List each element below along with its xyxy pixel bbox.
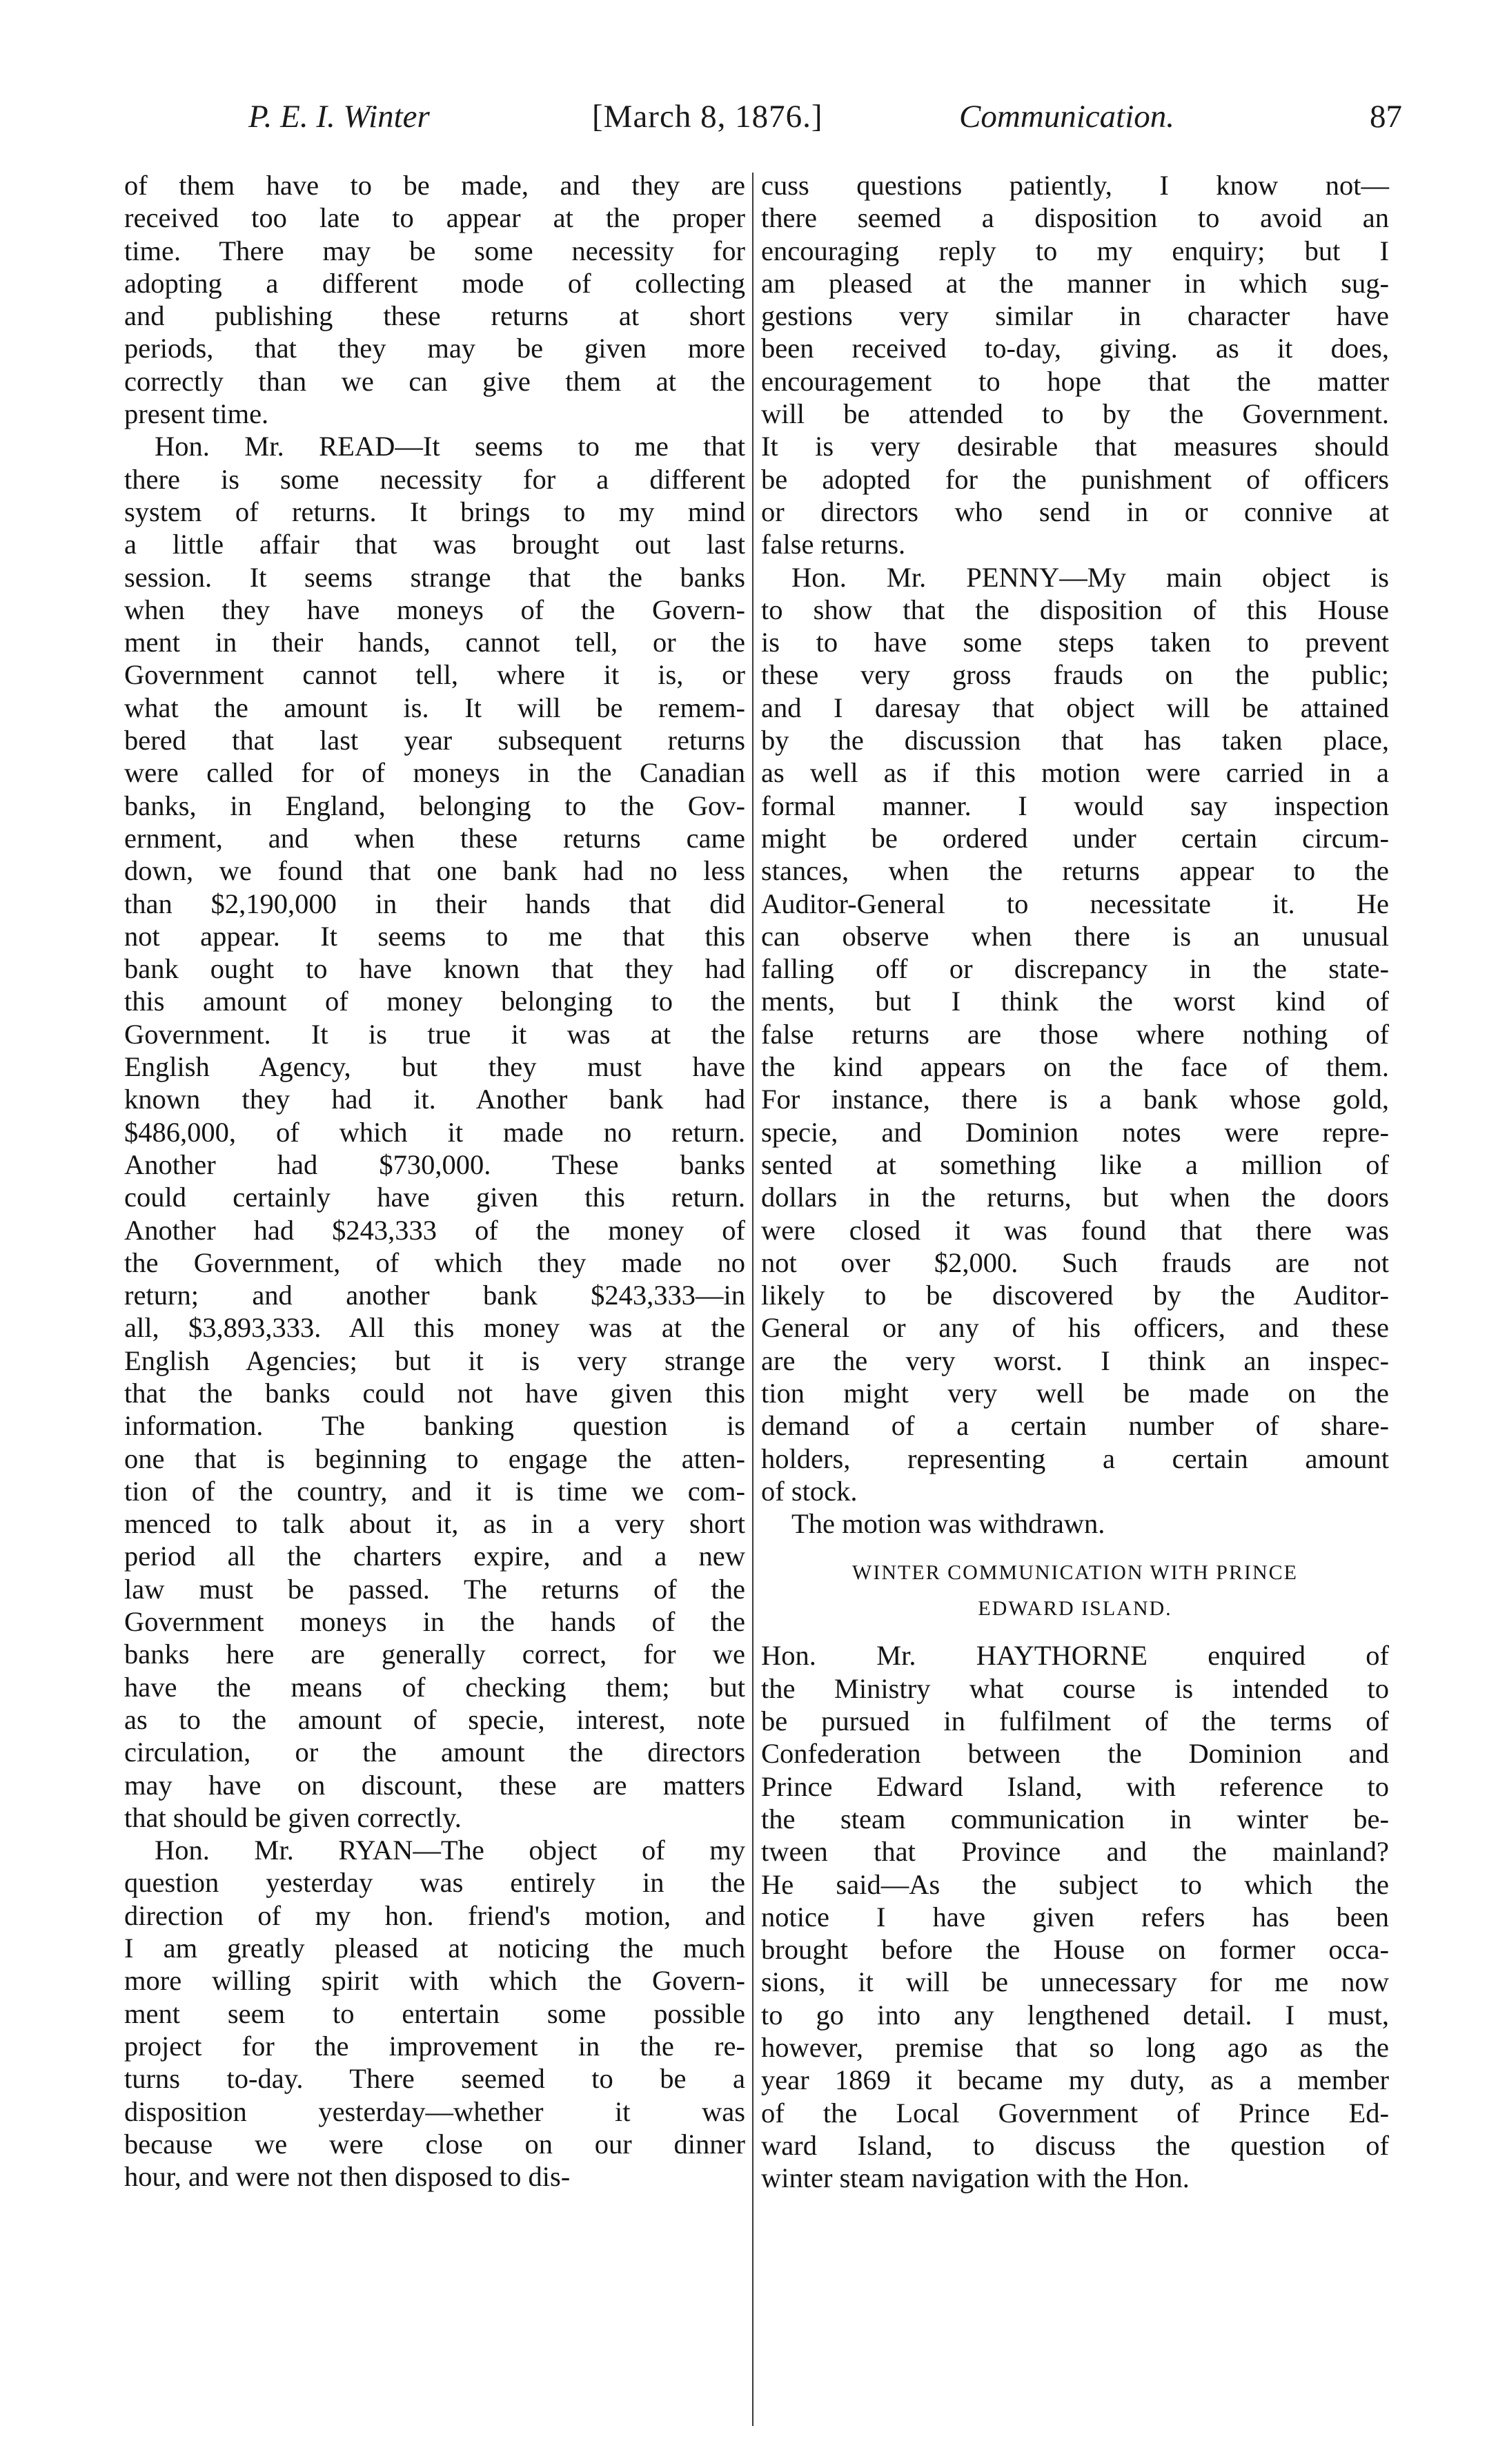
text-line: question yesterday was entirely in the xyxy=(124,1867,745,1899)
section-heading-line: WINTER COMMUNICATION WITH PRINCE xyxy=(852,1561,1298,1585)
text-line: Hon. Mr. PENNY—My main object is xyxy=(791,561,1389,593)
text-line: am pleased at the manner in which sug- xyxy=(761,267,1389,299)
text-line: gestions very similar in character have xyxy=(761,300,1389,332)
text-line: down, we found that one bank had no less xyxy=(124,855,745,887)
text-line: ment seem to entertain some possible xyxy=(124,1997,745,2029)
paragraph xyxy=(124,430,745,1834)
text-line: He said—As the subject to which the xyxy=(761,1868,1389,1900)
text-line: bered that last year subsequent returns xyxy=(124,725,745,756)
paragraph xyxy=(124,169,745,430)
text-line: that the banks could not have given this xyxy=(124,1377,745,1409)
text-line: however, premise that so long ago as the xyxy=(761,2032,1389,2064)
text-line: year 1869 it became my duty, as a member xyxy=(761,2064,1389,2096)
text-line: could certainly have given this return. xyxy=(124,1182,745,1213)
header-right-title: Communication. xyxy=(959,99,1175,135)
text-line: English Agencies; but it is very strange xyxy=(124,1345,745,1376)
text-line: and I daresay that object will be attained xyxy=(761,692,1389,723)
text-line: the kind appears on the face of them. xyxy=(761,1051,1389,1083)
text-line: been received to-day, giving. as it does, xyxy=(761,333,1389,364)
text-line: turns to-day. There seemed to be a xyxy=(124,2063,745,2095)
text-line: cuss questions patiently, I know not— xyxy=(761,170,1389,201)
text-line: tween that Province and the mainland? xyxy=(761,1836,1389,1868)
text-line: Hon. Mr. READ—It seems to me that xyxy=(155,431,745,462)
text-line: formal manner. I would say inspection xyxy=(761,790,1389,821)
text-line: is to have some steps taken to prevent xyxy=(761,627,1389,658)
text-line: of them have to be made, and they are xyxy=(124,170,745,201)
text-line: periods, that they may be given more xyxy=(124,333,745,364)
text-line: Prince Edward Island, with reference to xyxy=(761,1770,1389,1802)
text-line: the steam communication in winter be- xyxy=(761,1803,1389,1835)
text-line: direction of my hon. friend's motion, and xyxy=(124,1899,745,1931)
text-line: project for the improvement in the re- xyxy=(124,2030,745,2062)
text-line: return; and another bank $243,333—in xyxy=(124,1280,745,1311)
text-line: than $2,190,000 in their hands that did xyxy=(124,888,745,919)
text-line: stances, when the returns appear to the xyxy=(761,855,1389,887)
text-line: or directors who send in or connive at xyxy=(761,496,1389,527)
text-line: a little affair that was brought out last xyxy=(124,529,745,560)
section-heading xyxy=(761,1555,1389,1627)
text-line: English Agency, but they must have xyxy=(124,1051,745,1083)
text-line: dollars in the returns, but when the doors xyxy=(761,1182,1389,1213)
text-line: notice I have given refers has been xyxy=(761,1901,1389,1933)
text-line: falling off or discrepancy in the state- xyxy=(761,953,1389,985)
paragraph xyxy=(761,169,1389,561)
text-line: bank ought to have known that they had xyxy=(124,953,745,985)
text-line: all, $3,893,333. All this money was at the xyxy=(124,1312,745,1344)
text-line: Hon. Mr. HAYTHORNE enquired of xyxy=(761,1640,1389,1672)
text-line: received too late to appear at the proper xyxy=(124,202,745,234)
text-line: The motion was withdrawn. xyxy=(791,1508,1105,1540)
section-heading-line: EDWARD ISLAND. xyxy=(978,1597,1172,1621)
paragraph xyxy=(124,1834,745,2193)
text-line: the Government, of which they made no xyxy=(124,1246,745,1278)
text-line: were called for of moneys in the Canadian xyxy=(124,757,745,789)
text-line: will be attended to by the Government. xyxy=(761,398,1389,430)
text-line: correctly than we can give them at the xyxy=(124,365,745,397)
text-line: of the Local Government of Prince Ed- xyxy=(761,2097,1389,2129)
text-line: disposition yesterday—whether it was xyxy=(124,2095,745,2127)
paragraph xyxy=(761,1639,1389,2194)
text-line: as to the amount of specie, interest, note xyxy=(124,1703,745,1735)
text-line: sions, it will be unnecessary for me now xyxy=(761,1966,1389,1998)
text-line: system of returns. It brings to my mind xyxy=(124,496,745,527)
text-line: specie, and Dominion notes were repre- xyxy=(761,1116,1389,1148)
text-line: likely to be discovered by the Auditor- xyxy=(761,1280,1389,1311)
text-line: have the means of checking them; but xyxy=(124,1671,745,1703)
text-line: sented at something like a million of xyxy=(761,1148,1389,1180)
text-line: ernment, and when these returns came xyxy=(124,822,745,854)
text-line: there seemed a disposition to avoid an xyxy=(761,202,1389,234)
text-line: Confederation between the Dominion and xyxy=(761,1738,1389,1770)
text-line: to go into any lengthened detail. I must, xyxy=(761,1999,1389,2031)
text-line: and publishing these returns at short xyxy=(124,300,745,332)
text-line: banks, in England, belonging to the Gov- xyxy=(124,790,745,821)
right-column-after-heading xyxy=(761,1639,1389,2194)
paragraph xyxy=(761,561,1389,1508)
text-line: when they have moneys of the Govern- xyxy=(124,594,745,625)
header-date: [March 8, 1876.] xyxy=(592,99,823,135)
text-line: holders, representing a certain amount xyxy=(761,1443,1389,1474)
text-line: tion might very well be made on the xyxy=(761,1377,1389,1409)
page-number: 87 xyxy=(1370,99,1402,135)
text-line: as well as if this motion were carried in a xyxy=(761,757,1389,789)
text-line: there is some necessity for a different xyxy=(124,463,745,495)
text-line: one that is beginning to engage the atten- xyxy=(124,1443,745,1474)
text-line: not appear. It seems to me that this xyxy=(124,920,745,952)
text-line: I am greatly pleased at noticing the much xyxy=(124,1933,745,1964)
text-line: adopting a different mode of collecting xyxy=(124,267,745,299)
text-line: ment in their hands, cannot tell, or the xyxy=(124,627,745,658)
text-line: period all the charters expire, and a new xyxy=(124,1541,745,1572)
text-line: be adopted for the punishment of officers xyxy=(761,463,1389,495)
text-line: of stock. xyxy=(761,1475,858,1507)
text-line: might be ordered under certain circum- xyxy=(761,822,1389,854)
text-line: by the discussion that has taken place, xyxy=(761,725,1389,756)
text-line: session. It seems strange that the banks xyxy=(124,561,745,593)
text-line: Another had $243,333 of the money of xyxy=(124,1214,745,1246)
text-line: demand of a certain number of share- xyxy=(761,1410,1389,1442)
left-column xyxy=(124,169,745,2193)
text-line: ward Island, to discuss the question of xyxy=(761,2129,1389,2161)
right-column xyxy=(761,169,1389,2195)
text-line: General or any of his officers, and these xyxy=(761,1312,1389,1344)
text-line: not over $2,000. Such frauds are not xyxy=(761,1246,1389,1278)
running-header xyxy=(228,98,1402,153)
text-line: circulation, or the amount the directors xyxy=(124,1737,745,1768)
text-line: Auditor-General to necessitate it. He xyxy=(761,888,1389,919)
text-line: this amount of money belonging to the xyxy=(124,986,745,1017)
text-line: known they had it. Another bank had xyxy=(124,1084,745,1115)
text-line: law must be passed. The returns of the xyxy=(124,1573,745,1605)
text-line: Government cannot tell, where it is, or xyxy=(124,659,745,691)
text-line: Another had $730,000. These banks xyxy=(124,1148,745,1180)
text-line: It is very desirable that measures should xyxy=(761,431,1389,462)
text-line: Government moneys in the hands of the xyxy=(124,1606,745,1638)
text-line: $486,000, of which it made no return. xyxy=(124,1116,745,1148)
text-line: because we were close on our dinner xyxy=(124,2128,745,2160)
text-line: tion of the country, and it is time we com- xyxy=(124,1475,745,1507)
text-line: are the very worst. I think an inspec- xyxy=(761,1345,1389,1376)
text-line: Hon. Mr. RYAN—The object of my xyxy=(155,1835,745,1866)
header-left-title: P. E. I. Winter xyxy=(248,99,430,135)
text-line: encouraging reply to my enquiry; but I xyxy=(761,235,1389,266)
text-line: For instance, there is a bank whose gold, xyxy=(761,1084,1389,1115)
text-line: false returns are those where nothing of xyxy=(761,1018,1389,1050)
text-line: encouragement to hope that the matter xyxy=(761,365,1389,397)
right-column-before-heading xyxy=(761,169,1389,1540)
text-line: can observe when there is an unusual xyxy=(761,920,1389,952)
text-line: what the amount is. It will be remem- xyxy=(124,692,745,723)
text-line: to show that the disposition of this House xyxy=(761,594,1389,625)
text-line: winter steam navigation with the Hon. xyxy=(761,2162,1190,2194)
text-line: false returns. xyxy=(761,529,906,560)
text-line: Government. It is true it was at the xyxy=(124,1018,745,1050)
text-line: were closed it was found that there was xyxy=(761,1214,1389,1246)
text-line: the Ministry what course is intended to xyxy=(761,1672,1389,1704)
column-divider xyxy=(752,173,754,2426)
text-line: these very gross frauds on the public; xyxy=(761,659,1389,691)
text-line: time. There may be some necessity for xyxy=(124,235,745,266)
text-line: banks here are generally correct, for we xyxy=(124,1639,745,1670)
text-line: may have on discount, these are matters xyxy=(124,1769,745,1801)
text-line: menced to talk about it, as in a very short xyxy=(124,1508,745,1540)
text-line: hour, and were not then disposed to dis- xyxy=(124,2161,571,2193)
text-line: present time. xyxy=(124,398,269,430)
text-line: more willing spirit with which the Govern- xyxy=(124,1965,745,1997)
text-line: be pursued in fulfilment of the terms of xyxy=(761,1705,1389,1737)
text-line: brought before the House on former occa- xyxy=(761,1934,1389,1966)
text-line: that should be given correctly. xyxy=(124,1801,462,1833)
text-line: information. The banking question is xyxy=(124,1410,745,1442)
paragraph xyxy=(761,1507,1389,1540)
text-line: ments, but I think the worst kind of xyxy=(761,986,1389,1017)
